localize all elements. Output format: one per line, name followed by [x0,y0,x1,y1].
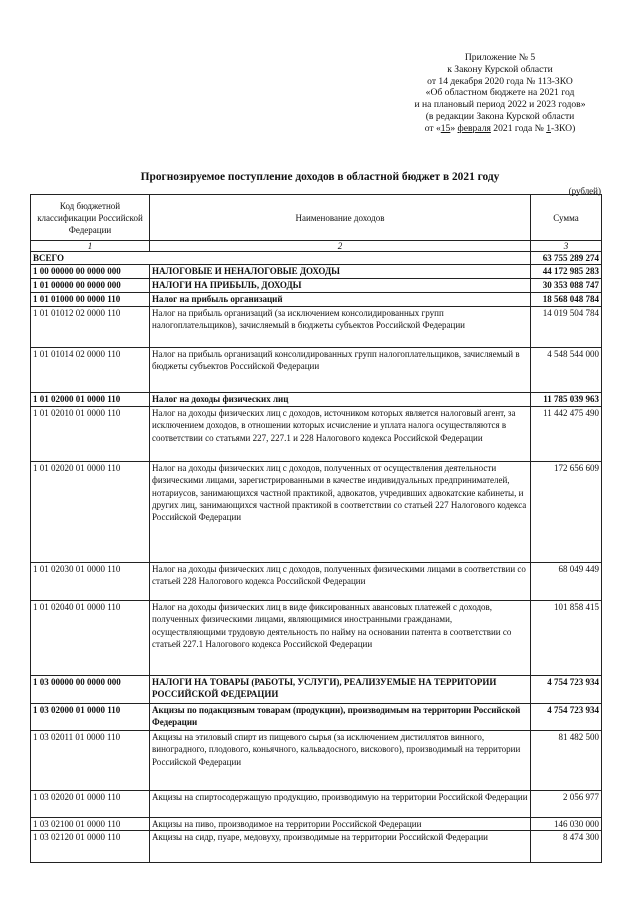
budget-code: 1 01 02020 01 0000 110 [31,462,150,563]
revenue-amount: 2 056 977 [531,791,602,818]
header-name: Наименование доходов [150,195,531,241]
column-number: 3 [531,241,602,252]
budget-code: 1 03 02011 01 0000 110 [31,731,150,791]
budget-code: 1 01 00000 00 0000 000 [31,279,150,293]
revenue-name: Налог на доходы физических лиц с доходов, полученных от осуществления деятельности физическими лицами, зарегистрированными в качестве индивидуальных предпринимателей, нотариусов, занимающихся частной практикой, адвокатов, учредивших адвокатские кабинеты, и других лиц, занимающихся частной практикой в соответствии со статьей 227 Налогового кодекса Российской Федерации [150,462,531,563]
budget-code: 1 03 02100 01 0000 110 [31,818,150,831]
budget-code: 1 01 02040 01 0000 110 [31,601,150,676]
revenue-name: Акцизы на пиво, производимое на территории Российской Федерации [150,818,531,831]
revenue-amount: 68 049 449 [531,563,602,601]
revenue-amount: 4 754 723 934 [531,676,602,704]
revenue-amount: 4 754 723 934 [531,704,602,731]
revenue-amount: 101 858 415 [531,601,602,676]
revenue-amount: 30 353 088 747 [531,279,602,293]
table-row [31,818,602,831]
table-row [31,265,602,279]
revenue-amount: 18 568 048 784 [531,293,602,307]
table-row [31,293,602,307]
budget-code: 1 01 02010 01 0000 110 [31,407,150,462]
revenue-name: НАЛОГОВЫЕ И НЕНАЛОГОВЫЕ ДОХОДЫ [150,265,531,279]
table-row [31,393,602,407]
table-row [31,731,602,791]
revenue-amount: 11 785 039 963 [531,393,602,407]
revenue-table [30,194,602,863]
column-number: 1 [31,241,150,252]
table-row [31,279,602,293]
revenue-amount: 4 548 544 000 [531,348,602,393]
column-number-row [31,241,602,252]
table-row [31,563,602,601]
appendix-line: от 14 декабря 2020 года № 113-ЗКО [427,75,573,87]
document-title: Прогнозируемое поступление доходов в областной бюджет в 2021 году [140,171,500,183]
table-row [31,791,602,818]
revenue-name: Налог на доходы физических лиц с доходов, полученных физическими лицами в соответствии со статьей 228 Налогового кодекса Российской Федерации [150,563,531,601]
revenue-name: Акцизы на сидр, пуаре, медовуху, производимые на территории Российской Федерации [150,831,531,863]
revenue-amount: 146 030 000 [531,818,602,831]
revenue-name: НАЛОГИ НА ТОВАРЫ (РАБОТЫ, УСЛУГИ), РЕАЛИЗУЕМЫЕ НА ТЕРРИТОРИИ РОССИЙСКОЙ ФЕДЕРАЦИИ [150,676,531,704]
column-number: 2 [150,241,531,252]
revenue-amount: 44 172 985 283 [531,265,602,279]
amendment-month: февраля [457,122,491,134]
table-row [31,601,602,676]
table-row [31,831,602,863]
appendix-line: Приложение № 5 [464,52,536,63]
appendix-line: и на плановый период 2022 и 2023 годов» [414,99,586,111]
total-amount: 63 755 289 274 [531,252,602,265]
table-row [31,704,602,731]
budget-code: 1 01 01014 02 0000 110 [31,348,150,393]
budget-code: 1 00 00000 00 0000 000 [31,265,150,279]
appendix-line: «Об областном бюджете на 2021 год [425,87,575,99]
text: 2021 года № [490,122,547,134]
revenue-name: Налог на доходы физических лиц в виде фиксированных авансовых платежей с доходов, полученных физическими лицами, являющимися иностранными гражданами, осуществляющими трудовую деятельность по найму на основании патента в соответствии со статьей 227.1 Налогового кодекса Российской Федерации [150,601,531,676]
revenue-name: Акцизы по подакцизным товарам (продукции), производимым на территории Российской Федерации [150,704,531,731]
units-label: (рублей) [568,186,601,196]
amendment-number: 1 [546,122,551,134]
budget-code: 1 03 02120 01 0000 110 [31,831,150,863]
header-amount: Сумма [531,195,602,241]
table-row [31,676,602,704]
text: -ЗКО) [551,122,576,134]
amendment-day: 15 [440,122,451,134]
budget-code: 1 01 01012 02 0000 110 [31,307,150,348]
revenue-name: Налог на доходы физических лиц [150,393,531,407]
revenue-name: Налог на доходы физических лиц с доходов, источником которых является налоговый агент, за исключением доходов, в отношении которых исчисление и уплата налога осуществляются в соответствии со статьями 227, 227.1 и 228 Налогового кодекса Российской Федерации [150,407,531,462]
revenue-amount: 8 474 300 [531,831,602,863]
appendix-line: (в редакции Закона Курской области [425,110,575,122]
revenue-amount: 14 019 504 784 [531,307,602,348]
budget-code: 1 03 02000 01 0000 110 [31,704,150,731]
table-header-row [31,195,602,241]
revenue-amount: 11 442 475 490 [531,407,602,462]
header-code: Код бюджетной классификации Российской Федерации [31,195,150,241]
text: от « [424,122,441,134]
table-row [31,462,602,563]
table-row [31,348,602,393]
budget-code: 1 03 02020 01 0000 110 [31,791,150,818]
appendix-amendment-date [390,123,610,135]
revenue-name: Акцизы на этиловый спирт из пищевого сырья (за исключением дистиллятов винного, виноградного, плодового, коньячного, кальвадосного, вискового), производимый на территории Российской Федерации [150,731,531,791]
budget-code: 1 01 02000 01 0000 110 [31,393,150,407]
budget-code: 1 01 01000 00 0000 110 [31,293,150,307]
appendix-line: к Закону Курской области [447,63,553,75]
revenue-name: НАЛОГИ НА ПРИБЫЛЬ, ДОХОДЫ [150,279,531,293]
revenue-amount: 81 482 500 [531,731,602,791]
table-row [31,407,602,462]
revenue-name: Акцизы на спиртосодержащую продукцию, производимую на территории Российской Федерации [150,791,531,818]
revenue-name: Налог на прибыль организаций [150,293,531,307]
total-label: ВСЕГО [31,252,531,265]
table-row [31,307,602,348]
revenue-name: Налог на прибыль организаций (за исключением консолидированных групп налогоплательщиков), зачисляемый в бюджеты субъектов Российской Федерации [150,307,531,348]
revenue-amount: 172 656 609 [531,462,602,563]
budget-code: 1 03 00000 00 0000 000 [31,676,150,704]
total-row [31,252,602,265]
budget-code: 1 01 02030 01 0000 110 [31,563,150,601]
text: » [450,122,458,134]
revenue-name: Налог на прибыль организаций консолидированных групп налогоплательщиков, зачисляемый в бюджеты субъектов Российской Федерации [150,348,531,393]
appendix-header [390,52,610,135]
